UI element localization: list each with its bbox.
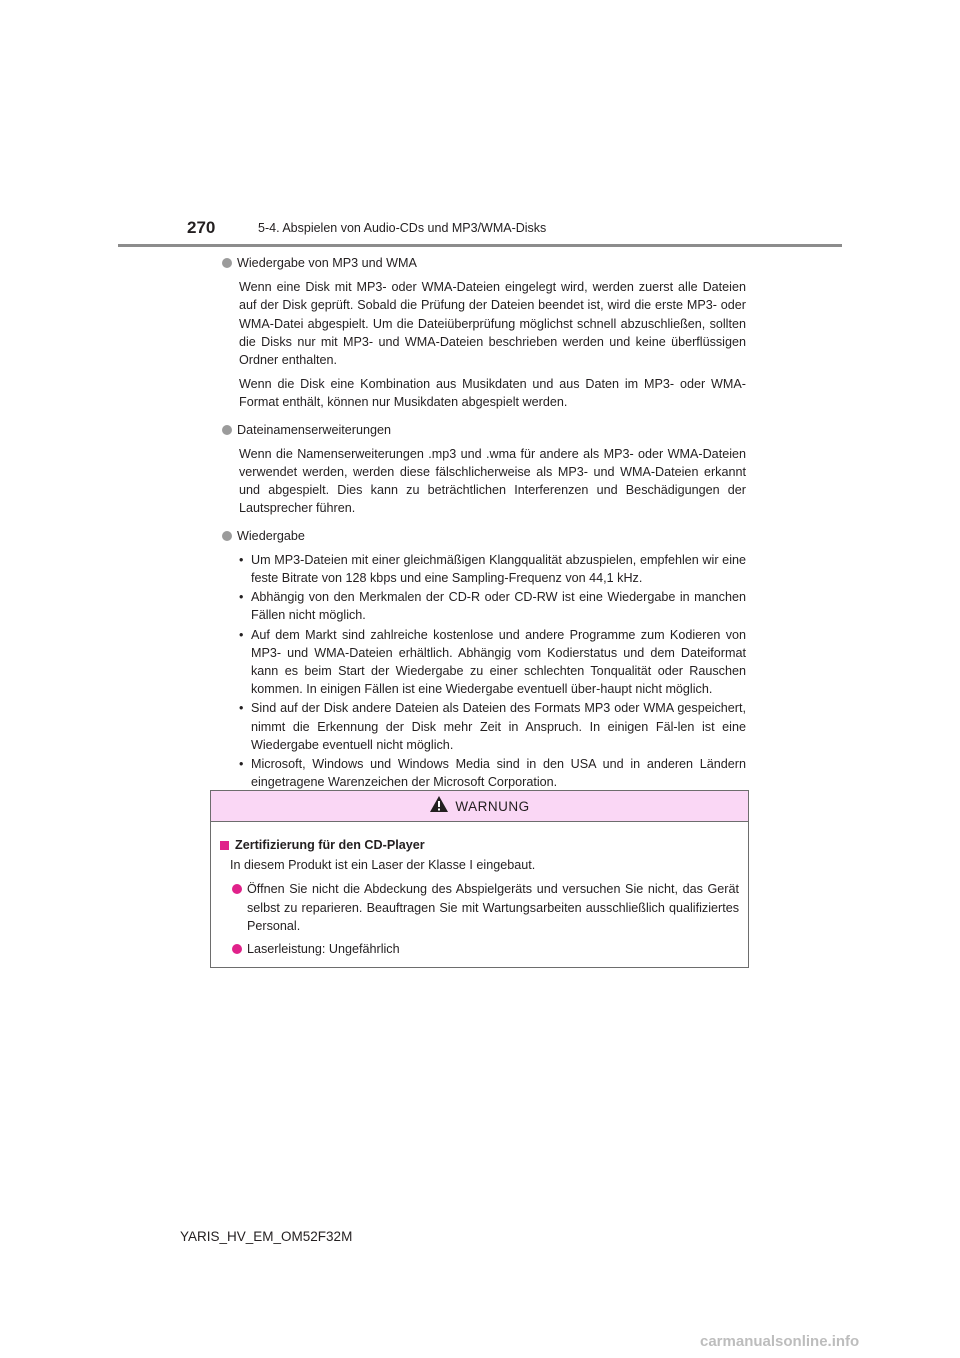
section-heading [222, 254, 746, 272]
bullet-circle-icon [222, 258, 232, 268]
warning-title: WARNUNG [455, 798, 530, 814]
warning-triangle-icon [429, 795, 449, 818]
document-code: YARIS_HV_EM_OM52F32M [180, 1229, 353, 1244]
main-content [222, 254, 746, 800]
section-title: 5-4. Abspielen von Audio-CDs und MP3/WMA-Disks [258, 221, 547, 235]
paragraph: Wenn die Disk eine Kombination aus Musikdaten und aus Daten im MP3- oder WMA-Format enthält, können nur Musikdaten abgespielt werden. [239, 377, 746, 410]
bullet-circle-icon [222, 531, 232, 541]
header-divider [118, 244, 842, 247]
warning-item-text: Laserleistung: Ungefährlich [247, 942, 400, 957]
list-item [239, 588, 746, 624]
warning-item-text: Öffnen Sie nicht die Abdeckung des Abspielgeräts und versuchen Sie nicht, das Gerät selbst zu reparieren. Beauftragen Sie mit Wartungsarbeiten ausschließlich qualifiziertes Personal. [247, 882, 739, 933]
pink-bullet-icon [232, 944, 242, 954]
section-heading [222, 421, 746, 439]
section-heading-text: Wiedergabe von MP3 und WMA [237, 256, 417, 270]
warning-body [211, 822, 748, 958]
warning-header [211, 791, 748, 822]
list-item [239, 626, 746, 699]
warning-heading-text: Zertifizierung für den CD-Player [235, 838, 425, 852]
paragraph: Wenn die Namenserweiterungen .mp3 und .wma für andere als MP3- oder WMA-Dateien verwendet werden, werden diese fälschlicherweise als MP3- und WMA-Dateien erkannt und abgespielt. Dies kann zu beträchtlichen Interferenzen und Beschädigungen der Lautsprecher führen. [239, 446, 746, 516]
list-marker: • [239, 552, 244, 567]
section-heading [222, 527, 746, 545]
list-item-text: Sind auf der Disk andere Dateien als Dateien des Formats MP3 oder WMA gespeichert, nimmt die Erkennung der Disk mehr Zeit in Anspruch. In einigen Fäl-len ist eine Wiedergabe eventuell nicht möglich. [251, 701, 746, 752]
square-bullet-icon [220, 841, 229, 850]
list-item-text: Microsoft, Windows und Windows Media sind in den USA und in anderen Ländern eingetragene Warenzeichen der Microsoft Corporation. [251, 757, 746, 790]
paragraph: Wenn eine Disk mit MP3- oder WMA-Dateien eingelegt wird, werden zuerst alle Dateien auf der Disk geprüft. Sobald die Prüfung der Dateien beendet ist, wird die erste MP3- oder WMA-Datei abgespielt. Um die Dateiüberprüfung möglichst schnell abzuschließen, sollten die Disks nur mit MP3- und WMA-Dateien beschrieben werden und keine überflüssigen Ordner enthalten. [239, 280, 746, 368]
watermark: carmanualsonline.info [700, 1333, 860, 1350]
pink-bullet-icon [232, 884, 242, 894]
list-item-text: Auf dem Markt sind zahlreiche kostenlose und andere Programme zum Kodieren von MP3- und WMA-Dateien erhältlich. Abhängig vom Kodierstatus und dem Dateiformat kann es beim Start der Wiedergabe zu einer schlechten Tonqualität oder Rauschen kommen. In einigen Fällen ist eine Wiedergabe eventuell über-haupt nicht möglich. [251, 627, 746, 697]
list-item [239, 699, 746, 754]
list-marker: • [239, 701, 244, 716]
playback-list [239, 551, 746, 792]
list-item-text: Abhängig von den Merkmalen der CD-R oder CD-RW ist eine Wiedergabe in manchen Fällen nicht möglich. [251, 590, 746, 623]
warning-intro: In diesem Produkt ist ein Laser der Klasse I eingebaut. [230, 858, 536, 873]
section-playback [222, 527, 746, 792]
list-item-text: Um MP3-Dateien mit einer gleichmäßigen Klangqualität abzuspielen, empfehlen wir eine feste Bitrate von 128 kbps und eine Sampling-Frequenz von 44,1 kHz. [251, 552, 746, 586]
list-marker: • [239, 590, 244, 605]
list-marker: • [239, 627, 244, 642]
warning-box [210, 790, 749, 968]
list-marker: • [239, 757, 244, 772]
bullet-circle-icon [222, 425, 232, 435]
section-heading-text: Wiedergabe [237, 528, 305, 543]
warning-item [232, 940, 739, 958]
warning-heading [220, 836, 739, 854]
section-file-extensions [222, 421, 746, 518]
section-mp3-wma [222, 254, 746, 412]
list-item [239, 551, 746, 587]
page-number: 270 [187, 218, 216, 237]
list-item [239, 755, 746, 791]
warning-item [232, 880, 739, 935]
section-heading-text: Dateinamenserweiterungen [237, 422, 392, 437]
